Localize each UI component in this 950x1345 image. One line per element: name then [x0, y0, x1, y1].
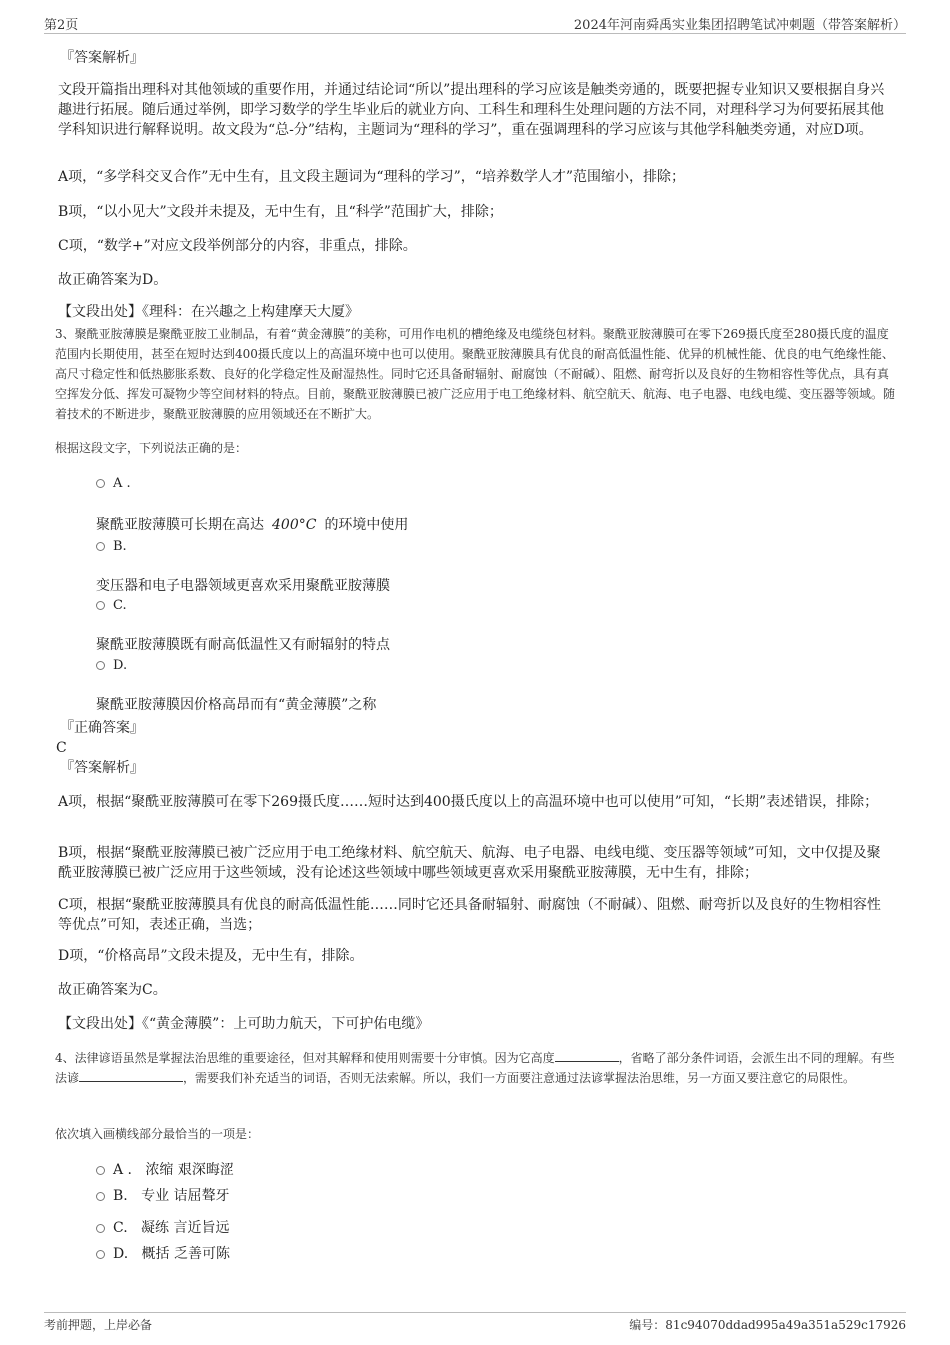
q3-prompt: 根据这段文字，下列说法正确的是：	[55, 441, 248, 455]
radio-icon[interactable]	[96, 1224, 105, 1233]
radio-icon[interactable]	[96, 1166, 105, 1175]
document-title: 2024年河南舜禹实业集团招聘笔试冲刺题（带答案解析）	[573, 18, 906, 33]
footer-slogan: 考前押题，上岸必备	[44, 1318, 153, 1332]
q3-item-b: B项，根据“聚酰亚胺薄膜已被广泛应用于电工绝缘材料、航空航天、航海、电子电器、电线电缆、变压器等领域”可知，文中仅提及聚酰亚胺薄膜已被广泛应用于这些领域，没有论述这些领域中哪些领域更喜欢采用聚酰亚胺薄膜，无中生有，排除；	[58, 845, 881, 881]
radio-icon[interactable]	[96, 661, 105, 670]
q3-option-a-text	[96, 514, 408, 534]
q3-item-c: C项，根据“聚酰亚胺薄膜具有优良的耐高低温性能……同时它还具备耐辐射、耐腐蚀（不耐碱）、阻燃、耐弯折以及良好的生物相容性等优点”可知，表述正确，当选；	[58, 897, 881, 933]
q3-option-b[interactable]	[96, 539, 127, 554]
q4-option-a[interactable]	[96, 1159, 234, 1179]
option-letter: B.	[113, 1188, 128, 1204]
blank-2	[79, 1069, 183, 1082]
q4-option-b[interactable]	[96, 1185, 230, 1205]
q3-correct-heading: 『正确答案』	[60, 720, 144, 736]
option-letter: C.	[113, 1220, 128, 1236]
radio-icon[interactable]	[96, 1192, 105, 1201]
page-number: 第2页	[44, 18, 79, 33]
option-letter: A .	[113, 1162, 133, 1178]
page-header	[0, 0, 950, 36]
option-letter: A .	[113, 476, 131, 491]
option-letter: D.	[113, 1246, 129, 1262]
q3-analysis-heading: 『答案解析』	[60, 760, 144, 776]
q2-item-a: A项，“多学科交叉合作”无中生有，且文段主题词为“理科的学习”，“培养数学人才”范围缩小，排除；	[58, 169, 686, 185]
q4-prompt: 依次填入画横线部分最恰当的一项是：	[55, 1127, 260, 1141]
q4-option-c[interactable]	[96, 1217, 229, 1237]
option-text: 概括 乏善可陈	[141, 1246, 230, 1262]
q4-option-d[interactable]	[96, 1243, 230, 1263]
q3-option-d[interactable]	[96, 658, 127, 673]
q3-source: 【文段出处】《“黄金薄膜”：上可助力航天，下可护佑电缆》	[58, 1016, 430, 1032]
option-text: 凝练 言近旨远	[141, 1220, 230, 1236]
radio-icon[interactable]	[96, 479, 105, 488]
q3-option-a[interactable]	[96, 476, 131, 491]
q3-item-a: A项，根据“聚酰亚胺薄膜可在零下269摄氏度……短时达到400摄氏度以上的高温环境中也可以使用”可知，“长期”表述错误，排除；	[58, 794, 879, 810]
document-code: 编号：81c94070ddad995a49a351a529c17926	[629, 1318, 906, 1332]
option-letter: C.	[113, 598, 127, 613]
header-divider	[44, 33, 906, 34]
option-text: 浓缩 艰深晦涩	[145, 1162, 234, 1178]
page-footer	[0, 1308, 950, 1345]
q4-stem: 4、法律谚语虽然是掌握法治思维的重要途径，但对其解释和使用则需要十分审慎。因为它高度 ，省略了部分条件词语，会派生出不同的理解。有些法谚 ，需要我们补充适当的词语，否则无法索解。所以，我们一方面要注意通过法谚掌握法治思维，另一方面又要注意它的局限性。	[55, 1051, 895, 1085]
q2-conclusion: 故正确答案为D。	[58, 272, 168, 288]
q3-item-d: D项，“价格高昂”文段未提及，无中生有，排除。	[58, 948, 364, 964]
radio-icon[interactable]	[96, 601, 105, 610]
radio-icon[interactable]	[96, 542, 105, 551]
q3-option-c[interactable]	[96, 598, 127, 613]
q3-stem: 3、聚酰亚胺薄膜是聚酰亚胺工业制品，有着“黄金薄膜”的美称，可用作电机的槽绝缘及电缆绕包材料。聚酰亚胺薄膜可在零下269摄氏度至280摄氏度的温度范围内长期使用，甚至在短时达到400摄氏度以上的高温环境中也可以使用。聚酰亚胺薄膜具有优良的耐高低温性能、优异的机械性能、优良的电气绝缘性能、高尺寸稳定性和低热膨胀系数、良好的化学稳定性及耐湿热性。同时它还具备耐辐射、耐腐蚀（不耐碱）、阻燃、耐弯折以及良好的生物相容性等优点，具有真空挥发分低、挥发可凝物少等空间材料的特点。目前，聚酰亚胺薄膜已被广泛应用于电工绝缘材料、航空航天、航海、电子电器、电线电缆、变压器等领域。随着技术的不断进步，聚酰亚胺薄膜的应用领域还在不断扩大。	[55, 327, 896, 421]
option-text: 的环境中使用	[324, 517, 409, 533]
q2-item-c: C项，“数学+”对应文段举例部分的内容，非重点，排除。	[58, 238, 417, 254]
option-letter: B.	[113, 539, 127, 554]
footer-divider	[44, 1312, 906, 1313]
q3-correct-answer: C	[56, 740, 67, 756]
option-text: 聚酰亚胺薄膜可长期在高达	[96, 517, 264, 533]
q2-source: 【文段出处】《理科：在兴趣之上构建摩天大厦》	[58, 304, 359, 320]
q2-analysis-paragraph: 文段开篇指出理科对其他领域的重要作用，并通过结论词“所以”提出理科的学习应该是触类旁通的，既要把握专业知识又要根据自身兴趣进行拓展。随后通过举例，即学习数学的学生毕业后的就业方向、工科生和理科生处理问题的方法不同，对理科学习为何要拓展其他学科知识进行解释说明。故文段为“总-分”结构，主题词为“理科的学习”，重在强调理科的学习应该与其他学科触类旁通，对应D项。	[58, 82, 885, 138]
q3-option-d-text: 聚酰亚胺薄膜因价格高昂而有“黄金薄膜”之称	[96, 697, 377, 713]
temperature-formula: 400°C	[272, 517, 317, 533]
q2-analysis-heading: 『答案解析』	[60, 50, 144, 66]
blank-1	[555, 1049, 619, 1062]
radio-icon[interactable]	[96, 1250, 105, 1259]
option-text: 专业 诘屈聱牙	[141, 1188, 230, 1204]
q3-option-b-text: 变压器和电子电器领域更喜欢采用聚酰亚胺薄膜	[96, 578, 390, 594]
option-letter: D.	[113, 658, 128, 673]
q3-conclusion: 故正确答案为C。	[58, 982, 167, 998]
q2-item-b: B项，“以小见大”文段并未提及，无中生有，且“科学”范围扩大，排除；	[58, 204, 503, 220]
q3-option-c-text: 聚酰亚胺薄膜既有耐高低温性又有耐辐射的特点	[96, 637, 390, 653]
